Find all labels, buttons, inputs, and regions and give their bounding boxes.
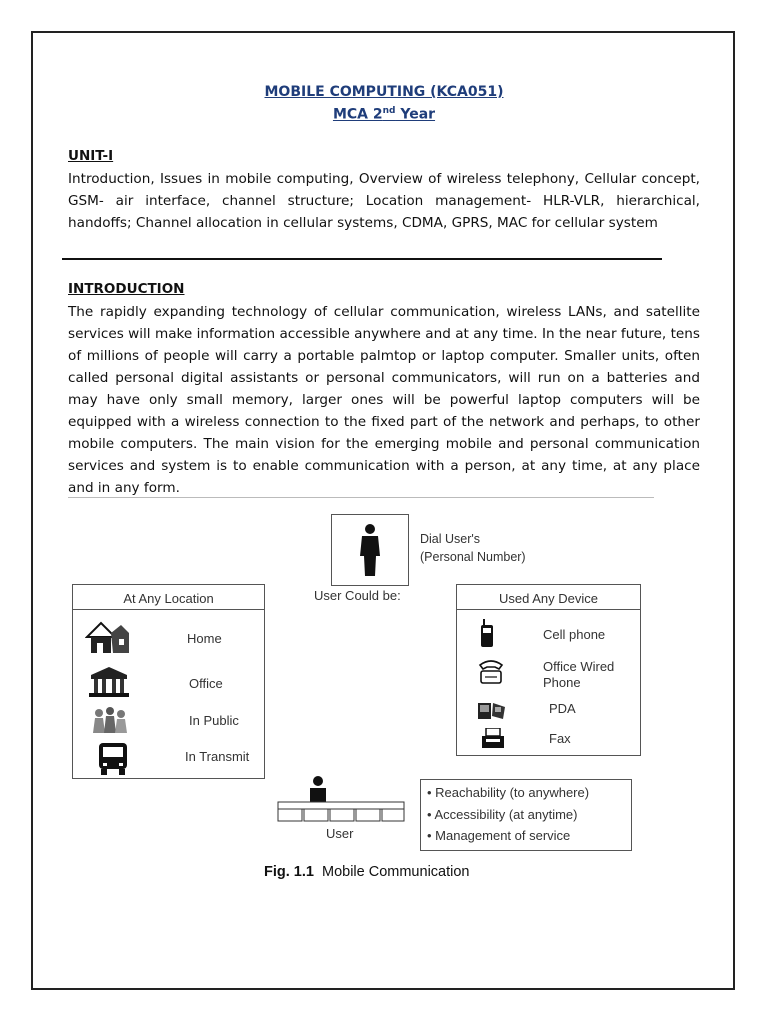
- benefit-accessibility: • Accessibility (at anytime): [427, 807, 578, 822]
- benefit-management: • Management of service: [427, 828, 571, 843]
- figure-caption: [264, 864, 469, 880]
- bus-icon: [95, 741, 131, 777]
- dial-line-1: Dial User's: [420, 532, 481, 546]
- location-title: At Any Location: [123, 591, 214, 606]
- caption-number: Fig. 1.1: [264, 864, 314, 880]
- device-office-wired: Office Wired: [543, 659, 615, 674]
- location-box: [72, 584, 265, 779]
- unit-syllabus: Introduction, Issues in mobile computing, Overview of wireless telephony, Cellular concept, GSM- air interface, channel structure; Location management- HLR-VLR, hierarchical, handoffs; Channel allocation in cellular systems, CDMA, GPRS, MAC for cellular system: [68, 171, 700, 231]
- device-title: Used Any Device: [499, 591, 598, 606]
- location-in-transmit: In Transmit: [185, 749, 250, 764]
- crowd-icon: [91, 705, 129, 733]
- dial-line-2: (Personal Number): [420, 550, 526, 564]
- user-desk-icon: [276, 775, 406, 823]
- user-could-be: User Could be:: [314, 588, 401, 603]
- caption-text: Mobile Communication: [322, 864, 470, 880]
- device-box: [456, 584, 641, 756]
- user-label: User: [326, 826, 354, 841]
- office-building-icon: [87, 665, 131, 697]
- unit-heading: UNIT-I: [68, 148, 114, 164]
- section-divider: [62, 258, 662, 260]
- device-cell-phone: Cell phone: [543, 627, 606, 642]
- benefits-box: [420, 779, 632, 851]
- intro-heading: INTRODUCTION: [68, 281, 185, 297]
- mobile-communication-figure: [0, 500, 768, 890]
- device-fax: Fax: [549, 731, 571, 746]
- device-title-divider: [457, 609, 640, 610]
- benefit-reachability: • Reachability (to anywhere): [427, 785, 590, 800]
- person-box: [331, 514, 409, 586]
- figure-divider: [68, 497, 654, 498]
- location-in-public: In Public: [189, 713, 239, 728]
- person-icon: [358, 523, 382, 577]
- location-office: Office: [189, 676, 223, 691]
- wired-phone-icon: [477, 657, 505, 685]
- device-pda: PDA: [549, 701, 576, 716]
- cell-phone-icon: [479, 619, 495, 649]
- location-title-divider: [73, 609, 264, 610]
- course-title: MOBILE COMPUTING (KCA051): [264, 84, 504, 100]
- pda-icon: [477, 701, 507, 721]
- course-year: MCA 2nd Year: [332, 106, 436, 123]
- device-phone: Phone: [543, 675, 581, 690]
- house-icon: [85, 619, 131, 655]
- location-home: Home: [187, 631, 222, 646]
- intro-paragraph: The rapidly expanding technology of cellular communication, wireless LANs, and satellite services will make information accessible anywhere and at any time. In the near future, tens of millions of people will carry a portable palmtop or laptop computer. Smaller units, often called personal digital assistants or personal communicators, will run on a batteries and may have only small memory, larger ones will be powerful laptop computers will be equipped with a wireless connection to the fixed part of the network and perhaps, to other mobile computers. The main vision for the emerging mobile and personal communication services and system is to enable communication with a person, at any time, at any place and in any form.: [68, 304, 700, 496]
- fax-icon: [481, 728, 505, 750]
